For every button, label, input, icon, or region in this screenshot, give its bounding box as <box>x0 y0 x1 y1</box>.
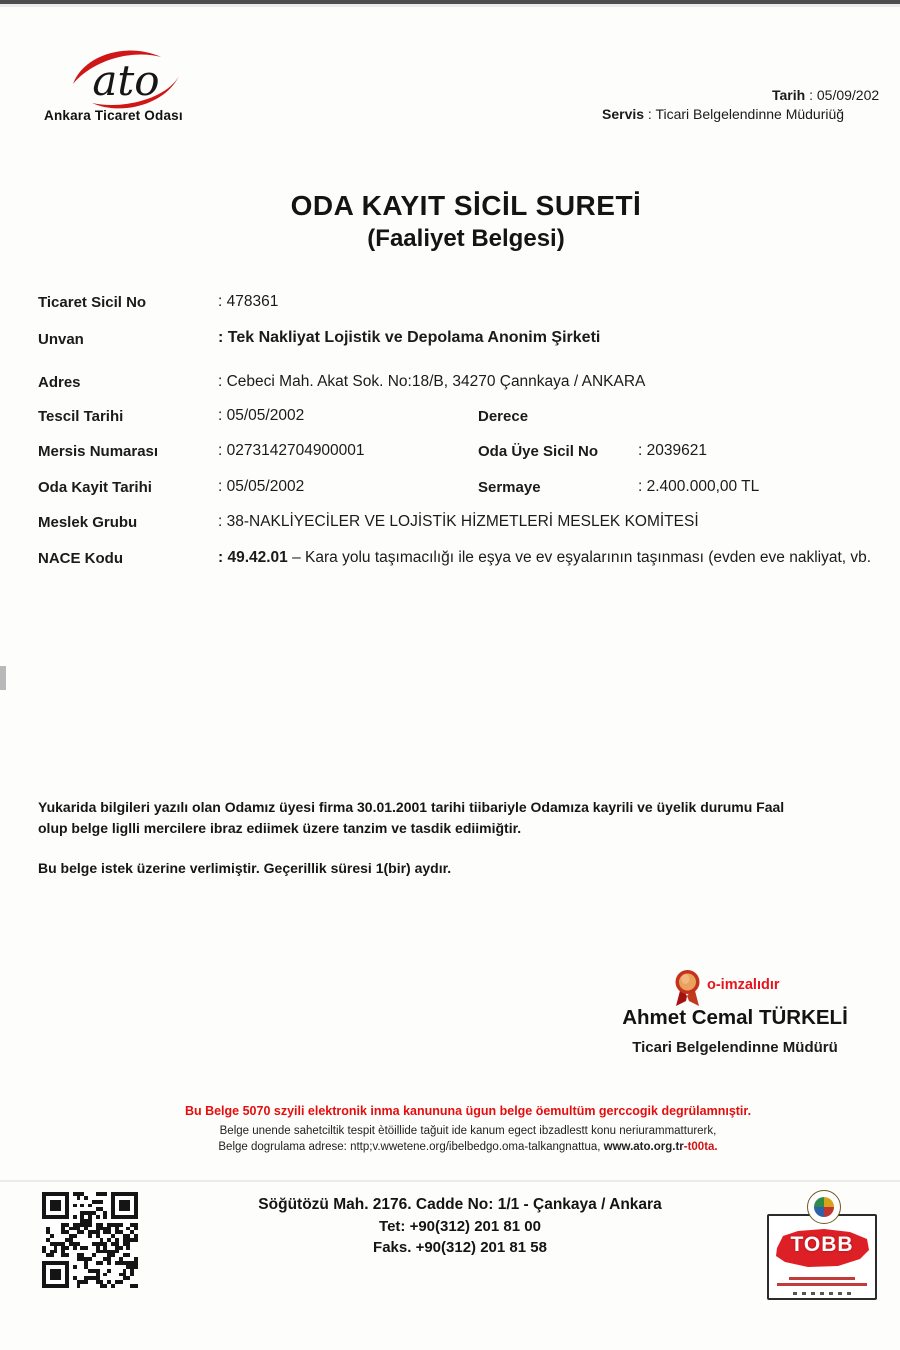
field-label-adres: Adres <box>38 374 81 391</box>
signer-name: Ahmet Cemal TÜRKELİ <box>622 1006 848 1029</box>
footer-separator <box>0 1180 900 1182</box>
footer-address: Söğütözü Mah. 2176. Cadde No: 1/1 - Çankaya / Ankara <box>258 1196 662 1213</box>
field-label-unvan: Unvan <box>38 331 84 348</box>
field-value-oda-uye-sicil-no: : 2039621 <box>638 442 707 459</box>
field-value-nace-kodu <box>218 549 871 567</box>
field-value-tescil-tarihi: : 05/05/2002 <box>218 407 305 424</box>
document-title <box>0 190 900 253</box>
title-line2: (Faaliyet Belgesi) <box>367 225 565 252</box>
disclaimer-line2: Belge unende sahetciltik tespit ètöillide tağuit ide kanum egect ibzadlestt konu neriurammatturerk, <box>219 1125 717 1137</box>
disclaimer-red-line: Bu Belge 5070 szyili elektronik inma kanununa ügun belge öemultüm gerccogik degrülamnıştir. <box>184 1104 752 1118</box>
date-line <box>772 87 879 103</box>
service-line <box>602 106 844 122</box>
field-label-ticaret-sicil-no: Ticaret Sicil No <box>38 294 147 311</box>
field-label-meslek-grubu: Meslek Grubu <box>38 514 138 531</box>
field-value-sermaye: : 2.400.000,00 TL <box>638 478 760 495</box>
org-name: Ankara Ticaret Odası <box>44 108 183 123</box>
logo-text: ato <box>92 56 160 105</box>
tobb-logo-box <box>767 1214 877 1300</box>
field-value-mersis: : 0273142704900001 <box>218 442 365 459</box>
tobb-subtext-line2 <box>777 1283 867 1286</box>
field-label-sermaye: Sermaye <box>478 479 541 496</box>
ato-url: www.ato.org.tr <box>603 1141 684 1153</box>
statement-paragraph <box>38 797 898 839</box>
seal-ribbon-icon <box>674 969 701 1010</box>
field-value-meslek-grubu: : 38-NAKLİYECİLER VE LOJİSTİK HİZMETLERİ MESLEK KOMİTESİ <box>218 513 699 530</box>
tobb-subtext-dots <box>793 1292 851 1295</box>
tobb-logo <box>764 1190 882 1306</box>
footer-fax: Faks. +90(312) 201 81 58 <box>373 1239 547 1256</box>
service-value: : Ticari Belgelendinne Müduriüğ <box>644 106 845 122</box>
tobb-map-icon <box>771 1226 873 1272</box>
field-label-derece: Derece <box>478 408 529 425</box>
field-label-tescil-tarihi: Tescil Tarihi <box>38 408 124 425</box>
verify-address-text: Belge dogrulama adrese: nttp;v.wwetene.org/ibelbedgo.oma-talkangnattua, <box>218 1141 604 1153</box>
scan-left-artifact <box>0 666 6 690</box>
service-label: Servis <box>602 106 645 122</box>
legal-disclaimer <box>0 1104 900 1157</box>
validity-paragraph: Bu belge istek üzerine verlimiştir. Geçerillik süresi 1(bir) aydır. <box>38 860 452 876</box>
qr-code <box>42 1192 138 1288</box>
field-value-ticaret-sicil-no: : 478361 <box>218 293 279 310</box>
date-value: : 05/09/202 <box>805 87 880 103</box>
statement-line1: Yukarida bilgileri yazılı olan Odamız üyesi firma 30.01.2001 tarihi tiibariyle Odamıza kayrili ve üyelik durumu Faal <box>38 799 785 815</box>
disclaimer-line3 <box>0 1141 900 1153</box>
tobb-subtext-line1 <box>789 1277 855 1280</box>
field-label-nace-kodu: NACE Kodu <box>38 550 123 567</box>
scan-edge-artifact-light <box>0 4 900 7</box>
nace-description: – Kara yolu taşımacılığı ile eşya ve ev eşyalarının taşınması (evden eve nakliyat, vb. <box>287 549 872 566</box>
field-label-oda-uye-sicil-no: Oda Üye Sicil No <box>478 443 599 460</box>
footer-phone: Tet: +90(312) 201 81 00 <box>379 1218 541 1235</box>
ato-logo <box>68 48 186 112</box>
tobb-emblem-icon <box>807 1190 841 1224</box>
signer-title: Ticari Belgelendinne Müdürü <box>632 1039 838 1056</box>
esign-label: o-imzalıdır <box>707 977 780 993</box>
field-value-unvan: : Tek Nakliyat Lojistik ve Depolama Anonim Şirketi <box>218 329 601 346</box>
nace-code: : 49.42.01 <box>218 549 288 566</box>
field-label-mersis: Mersis Numarası <box>38 443 159 460</box>
disclaimer-red-mark: -t00ta. <box>683 1141 718 1153</box>
footer-address-block <box>155 1196 765 1256</box>
statement-line2: olup belge liglli mercilere ibraz ediimek üzere tanzim ve tasdik ediimiğtir. <box>38 820 522 836</box>
ato-logo-icon <box>68 48 186 112</box>
tobb-wordmark: TOBB <box>790 1233 854 1256</box>
title-line1: ODA KAYIT SİCİL SURETİ <box>290 190 642 221</box>
field-label-oda-kayit-tarihi: Oda Kayit Tarihi <box>38 479 152 496</box>
date-label: Tarih <box>772 87 806 103</box>
field-value-adres: : Cebeci Mah. Akat Sok. No:18/B, 34270 Çannkaya / ANKARA <box>218 373 646 390</box>
field-value-oda-kayit-tarihi: : 05/05/2002 <box>218 478 305 495</box>
